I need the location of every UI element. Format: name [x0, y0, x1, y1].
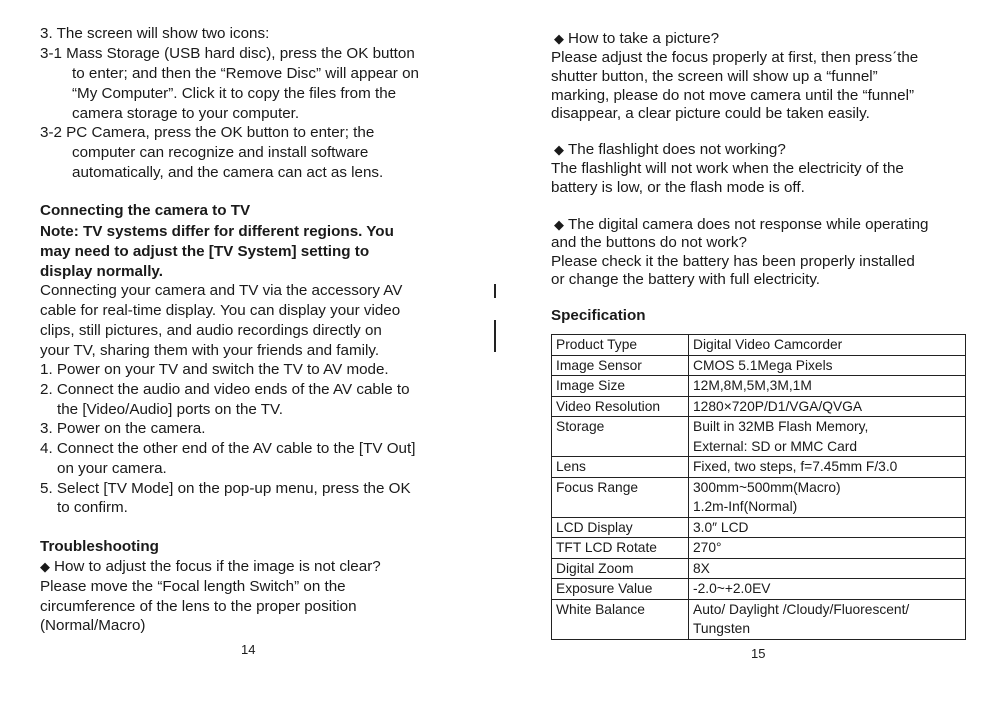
spec-value-line: 1280×720P/D1/VGA/QVGA: [693, 398, 863, 414]
page-number: 15: [751, 646, 766, 661]
tv-step-line: 5. Select [TV Mode] on the pop-up menu, press the OK: [40, 480, 411, 497]
tv-body-line: Connecting your camera and TV via the accessory AV: [40, 282, 403, 299]
spec-row: [552, 396, 966, 417]
spec-key: TFT LCD Rotate: [552, 538, 689, 559]
spec-value-line: 1.2m-Inf(Normal): [693, 499, 798, 514]
spec-value-line: Fixed, two steps, f=7.45mm F/3.0: [693, 459, 898, 474]
tv-note-line: Note: TV systems differ for different regions. You: [40, 223, 394, 240]
spec-row: [552, 355, 966, 376]
specification-heading: Specification: [551, 307, 646, 324]
tv-section-heading: Connecting the camera to TV: [40, 202, 251, 219]
spec-value-line: 300mm~500mm(Macro): [693, 479, 841, 495]
intro-line: automatically, and the camera can act as lens.: [72, 164, 384, 181]
faq-answer-line: battery is low, or the flash mode is off.: [551, 179, 805, 196]
spec-value: [689, 538, 966, 559]
spec-value: [689, 355, 966, 376]
faq-answer-line: shutter button, the screen will show up a “funnel”: [551, 68, 878, 85]
left-page: [0, 0, 496, 703]
tv-body-line: cable for real-time display. You can display your video: [40, 302, 401, 319]
spec-key: LCD Display: [552, 517, 689, 538]
spec-value: [689, 335, 966, 356]
spec-key: Digital Zoom: [552, 558, 689, 579]
spec-value-line: 12M,8M,5M,3M,1M: [693, 378, 812, 393]
spec-row: [552, 599, 966, 639]
tv-step-line: 3. Power on the camera.: [40, 420, 206, 437]
spec-value-line: Auto/ Daylight /Cloudy/Fluorescent/: [693, 601, 910, 617]
faq-question-line: and the buttons do not work?: [551, 234, 747, 251]
spec-row: [552, 558, 966, 579]
page-number: 14: [241, 642, 256, 657]
spec-value-line: Tungsten: [693, 621, 751, 636]
intro-line: camera storage to your computer.: [72, 105, 300, 122]
spec-value: [689, 579, 966, 600]
diamond-bullet-icon: ◆: [554, 31, 564, 46]
question-text: How to take a picture?: [568, 30, 720, 47]
intro-line: computer can recognize and install software: [72, 144, 369, 161]
spec-value-line: -2.0~+2.0EV: [693, 581, 771, 596]
spec-row: [552, 335, 966, 356]
spec-row: [552, 579, 966, 600]
spec-value: [689, 517, 966, 538]
faq-answer-line: Please check it the battery has been properly installed: [551, 253, 915, 270]
troubleshooting-heading: Troubleshooting: [40, 538, 159, 555]
spec-value: [689, 599, 966, 639]
spec-key: Image Size: [552, 376, 689, 397]
intro-line: 3. The screen will show two icons:: [40, 25, 270, 42]
spec-value-line: 3.0″ LCD: [693, 519, 749, 535]
spec-value-line: Digital Video Camcorder: [693, 337, 843, 352]
question-text: The digital camera does not response while operating: [568, 216, 929, 233]
spec-value: [689, 477, 966, 517]
specification-table: [551, 334, 966, 640]
faq-question: [554, 140, 786, 160]
answer-line: circumference of the lens to the proper position: [40, 598, 357, 615]
faq-answer-line: Please adjust the focus properly at first, then pressˊthe: [551, 49, 919, 66]
spec-value: [689, 376, 966, 397]
question-text: The flashlight does not working?: [568, 141, 786, 158]
answer-line: (Normal/Macro): [40, 617, 146, 634]
page-gutter-mark: [494, 284, 496, 298]
tv-step-line: the [Video/Audio] ports on the TV.: [57, 401, 284, 418]
tv-step-line: 1. Power on your TV and switch the TV to AV mode.: [40, 361, 389, 378]
tv-step-line: to confirm.: [57, 499, 128, 516]
spec-key: White Balance: [552, 599, 689, 639]
spec-key: Image Sensor: [552, 355, 689, 376]
spec-row: [552, 376, 966, 397]
spec-row: [552, 417, 966, 457]
diamond-bullet-icon: ◆: [40, 559, 50, 574]
diamond-bullet-icon: ◆: [554, 142, 564, 157]
faq-answer-line: disappear, a clear picture could be taken easily.: [551, 105, 870, 122]
intro-line: “My Computer”. Click it to copy the files from the: [72, 85, 397, 102]
answer-line: Please move the “Focal length Switch” on the: [40, 578, 346, 595]
spec-value-line: 270°: [693, 540, 722, 555]
spec-key: Exposure Value: [552, 579, 689, 600]
spec-row: [552, 457, 966, 478]
spec-key: Storage: [552, 417, 689, 457]
spec-key: Video Resolution: [552, 396, 689, 417]
spec-row: [552, 538, 966, 559]
tv-step-line: 4. Connect the other end of the AV cable to the [TV Out]: [40, 440, 416, 457]
spec-value: [689, 396, 966, 417]
faq-question: [554, 215, 929, 235]
spec-value-line: 8X: [693, 560, 710, 576]
diamond-bullet-icon: ◆: [554, 217, 564, 232]
tv-body-line: your TV, sharing them with your friends and family.: [40, 342, 380, 359]
spec-value: [689, 417, 966, 457]
spec-key: Lens: [552, 457, 689, 478]
spec-row: [552, 517, 966, 538]
spec-value: [689, 457, 966, 478]
faq-question: [554, 29, 719, 49]
tv-step-line: on your camera.: [57, 460, 167, 477]
intro-line: 3-2 PC Camera, press the OK button to enter; the: [40, 124, 375, 141]
tv-step-line: 2. Connect the audio and video ends of the AV cable to: [40, 381, 410, 398]
intro-line: to enter; and then the “Remove Disc” will appear on: [72, 65, 419, 82]
spec-value-line: Built in 32MB Flash Memory,: [693, 419, 869, 434]
spec-row: [552, 477, 966, 517]
troubleshooting-question: [40, 557, 381, 577]
spec-value: [689, 558, 966, 579]
page-gutter-mark: [494, 320, 496, 352]
faq-answer-line: or change the battery with full electricity.: [551, 271, 820, 288]
spec-value-line: External: SD or MMC Card: [693, 438, 858, 454]
spec-value-line: CMOS 5.1Mega Pixels: [693, 357, 833, 373]
right-page: [497, 0, 993, 703]
intro-line: 3-1 Mass Storage (USB hard disc), press the OK button: [40, 45, 415, 62]
tv-note-line: display normally.: [40, 263, 163, 280]
tv-note-line: may need to adjust the [TV System] setting to: [40, 243, 370, 260]
faq-answer-line: The flashlight will not work when the electricity of the: [551, 160, 904, 177]
tv-body-line: clips, still pictures, and audio recordings directly on: [40, 322, 382, 339]
spec-key: Product Type: [552, 335, 689, 356]
faq-answer-line: marking, please do not move camera until the “funnel”: [551, 87, 915, 104]
spec-key: Focus Range: [552, 477, 689, 517]
question-text: How to adjust the focus if the image is not clear?: [54, 558, 381, 575]
